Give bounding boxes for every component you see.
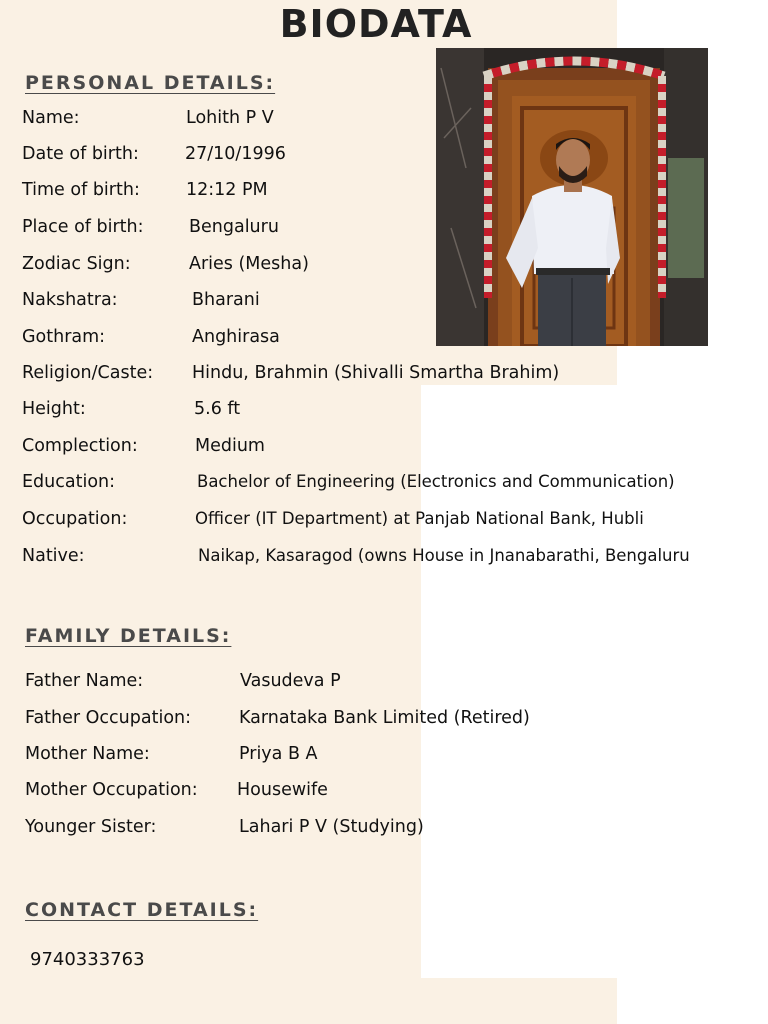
family-details-heading: FAMILY DETAILS: xyxy=(25,625,232,647)
mother-name-value: Priya B A xyxy=(239,744,318,764)
education-value: Bachelor of Engineering (Electronics and Communication) xyxy=(197,472,675,491)
complection-value: Medium xyxy=(195,436,265,456)
profile-photo-art xyxy=(436,48,708,346)
native-label: Native: xyxy=(22,546,85,566)
mother-name-label: Mother Name: xyxy=(25,744,150,764)
zodiac-value: Aries (Mesha) xyxy=(189,254,309,274)
page-title: BIODATA xyxy=(279,2,473,46)
personal-details-heading: PERSONAL DETAILS: xyxy=(25,72,276,94)
religion-value: Hindu, Brahmin (Shivalli Smartha Brahim) xyxy=(192,363,560,383)
tob-label: Time of birth: xyxy=(22,180,140,200)
younger-sister-label: Younger Sister: xyxy=(25,817,157,837)
zodiac-label: Zodiac Sign: xyxy=(22,254,131,274)
pob-value: Bengaluru xyxy=(189,217,279,237)
education-label: Education: xyxy=(22,472,116,492)
nakshatra-label: Nakshatra: xyxy=(22,290,118,310)
dob-value: 27/10/1996 xyxy=(185,144,286,164)
occupation-value: Officer (IT Department) at Panjab National Bank, Hubli xyxy=(195,509,644,528)
younger-sister-value: Lahari P V (Studying) xyxy=(239,817,424,837)
native-value: Naikap, Kasaragod (owns House in Jnanabarathi, Bengaluru xyxy=(198,546,690,565)
name-label: Name: xyxy=(22,108,80,128)
nakshatra-value: Bharani xyxy=(192,290,260,310)
father-name-label: Father Name: xyxy=(25,671,144,691)
gothram-label: Gothram: xyxy=(22,327,106,347)
father-name-value: Vasudeva P xyxy=(240,671,341,691)
pob-label: Place of birth: xyxy=(22,217,144,237)
father-occupation-label: Father Occupation: xyxy=(25,708,192,728)
complection-label: Complection: xyxy=(22,436,138,456)
mother-occupation-label: Mother Occupation: xyxy=(25,780,198,800)
name-value: Lohith P V xyxy=(186,108,274,128)
profile-photo xyxy=(436,48,708,346)
height-value: 5.6 ft xyxy=(194,399,241,419)
cream-panel-bottom xyxy=(0,978,617,1024)
occupation-label: Occupation: xyxy=(22,509,128,529)
tob-value: 12:12 PM xyxy=(186,180,268,200)
gothram-value: Anghirasa xyxy=(192,327,280,347)
phone-number: 9740333763 xyxy=(30,949,145,970)
height-label: Height: xyxy=(22,399,86,419)
mother-occupation-value: Housewife xyxy=(237,780,328,800)
father-occupation-value: Karnataka Bank Limited (Retired) xyxy=(239,708,530,728)
contact-details-heading: CONTACT DETAILS: xyxy=(25,899,259,921)
dob-label: Date of birth: xyxy=(22,144,139,164)
religion-label: Religion/Caste: xyxy=(22,363,154,383)
